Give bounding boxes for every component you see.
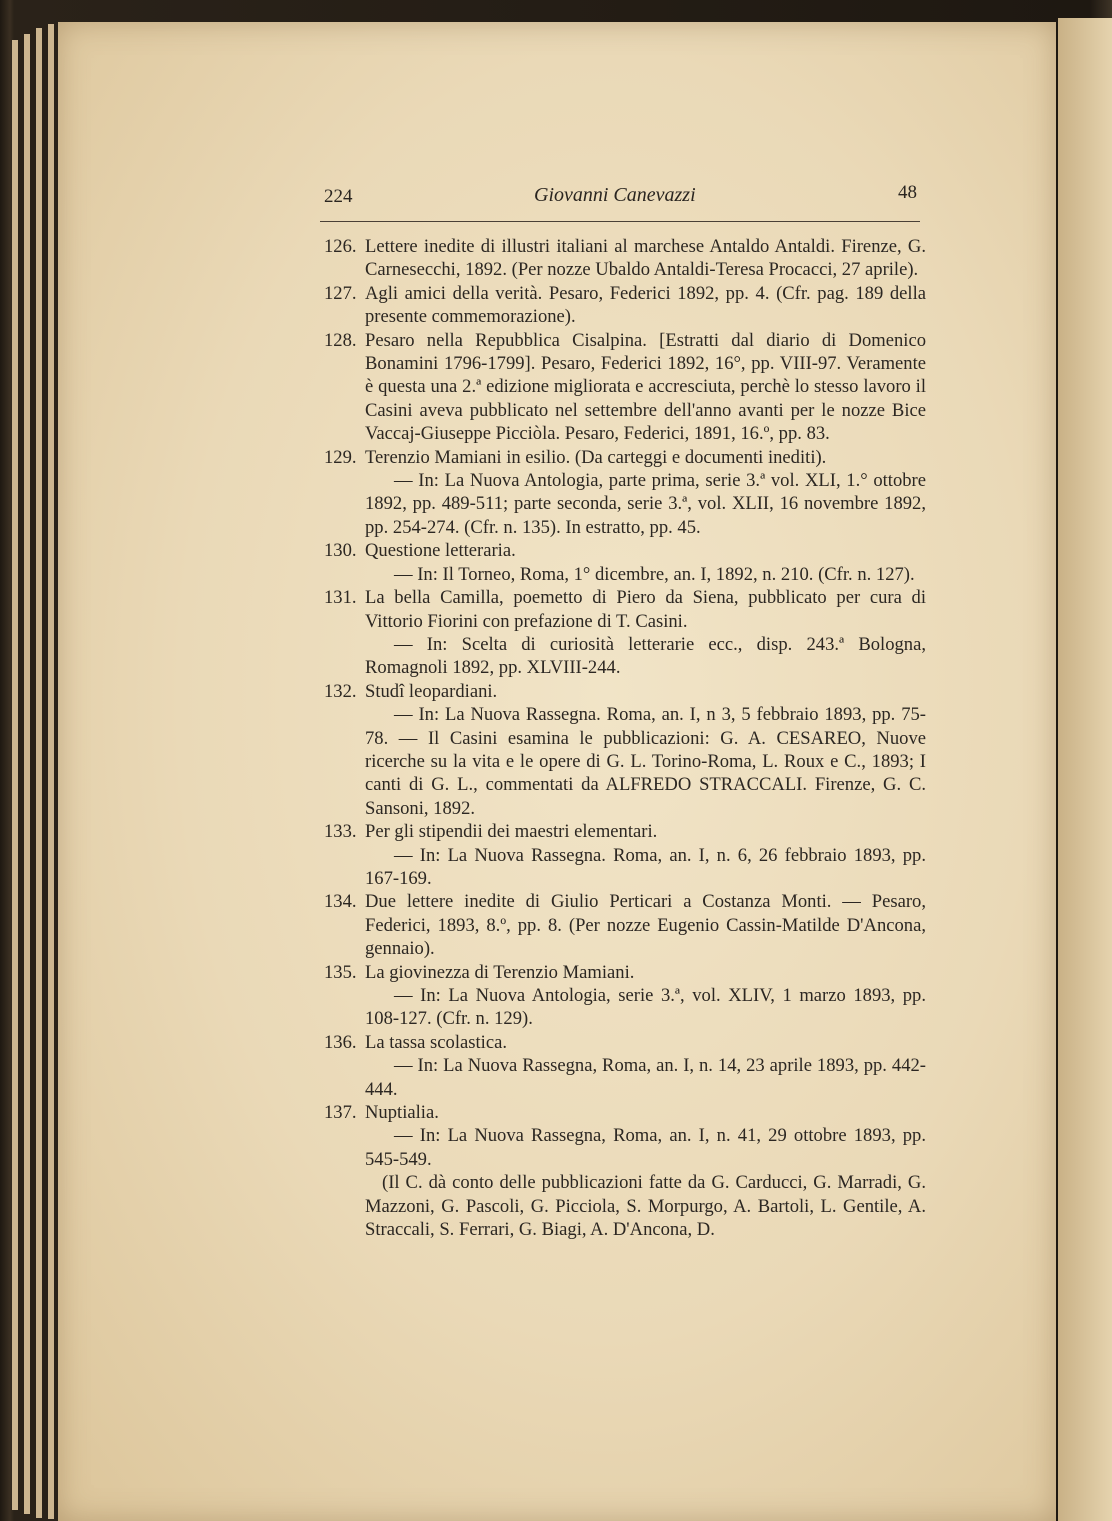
entry-title: Lettere inedite di illustri italiani al marchese Antaldo Antaldi. Firenze, G. Carnesecchi, 1892. (Per nozze Ubaldo Antaldi-Teresa Procacci, 27 aprile). bbox=[365, 236, 926, 281]
entry-detail: — In: Scelta di curiosità letterarie ecc., disp. 243.ª Bologna, Romagnoli 1892, pp. XLVIII-244. bbox=[365, 633, 926, 679]
entry-number: 136. bbox=[324, 1031, 357, 1053]
entry-title: Pesaro nella Repubblica Cisalpina. [Estratti dal diario di Domenico Bonamini 1796-1799]. Pesaro, Federici 1892, 16°, pp. VIII-97. Veramente è questa una 2.ª edizione migliorata e accresciuta, perchè lo stesso lavoro il Casini aveva pubblicato nel settembre dell'anno avanti per le nozze Bice Vaccaj-Giuseppe Picciòla. Pesaro, Federici, 1891, 16.º, pp. 83. bbox=[365, 329, 926, 445]
entry-title: La bella Camilla, poemetto di Piero da Siena, pubblicato per cura di Vittorio Fiorini con prefazione di T. Casini. bbox=[365, 587, 926, 632]
bibliography-entry bbox=[320, 446, 926, 540]
entry-number: 129. bbox=[324, 446, 357, 468]
entry-title: Per gli stipendii dei maestri elementari. bbox=[365, 821, 658, 843]
book-page bbox=[58, 22, 1056, 1521]
running-title: Giovanni Canevazzi bbox=[534, 184, 696, 206]
entry-detail: — In: La Nuova Rassegna. Roma, an. I, n 3, 5 febbraio 1893, pp. 75-78. — Il Casini esamina le pubblicazioni: G. A. CESAREO, Nuove ricerche su la vita e le opere di G. L. Torino-Roma, L. Roux e C., 1893; I canti di G. L., commentati da ALFREDO STRACCALI. Firenze, G. C. Sansoni, 1892. bbox=[365, 704, 926, 819]
entry-title: Due lettere inedite di Giulio Perticari a Costanza Monti. — Pesaro, Federici, 1893, 8.º, pp. 8. (Per nozze Eugenio Cassin-Matilde D'Ancona, gennaio). bbox=[365, 891, 926, 960]
entry-number: 131. bbox=[324, 587, 357, 609]
bibliography-entry bbox=[320, 539, 926, 586]
entry-title: Studî leopardiani. bbox=[365, 680, 498, 702]
entry-number: 137. bbox=[324, 1102, 357, 1124]
entry-title: Questione letteraria. bbox=[365, 540, 516, 562]
bibliography-entry bbox=[320, 329, 926, 446]
bibliography-entry bbox=[320, 961, 926, 1031]
page-edge bbox=[24, 34, 30, 1514]
page-header bbox=[58, 182, 1056, 212]
entry-title: Nuptialia. bbox=[365, 1102, 439, 1124]
entry-number: 126. bbox=[324, 236, 357, 257]
entry-number: 128. bbox=[324, 329, 357, 351]
entry-number: 127. bbox=[324, 282, 357, 304]
bibliography-entry bbox=[320, 820, 926, 890]
bibliography-entry bbox=[320, 1031, 926, 1101]
entry-number: 133. bbox=[324, 821, 357, 843]
sheet-number: 48 bbox=[898, 182, 917, 203]
page-edge bbox=[12, 40, 18, 1510]
bibliography-entry bbox=[320, 680, 926, 820]
bibliography-entry bbox=[320, 1101, 926, 1241]
page-edge bbox=[48, 24, 54, 1519]
entry-detail: — In: Il Torneo, Roma, 1° dicembre, an. I, 1892, n. 210. (Cfr. n. 127). bbox=[394, 563, 915, 585]
page-number: 224 bbox=[324, 186, 353, 207]
entry-detail: — In: La Nuova Rassegna. Roma, an. I, n. 6, 26 febbraio 1893, pp. 167-169. bbox=[365, 844, 926, 889]
bibliography-entry bbox=[320, 282, 926, 329]
entry-detail: — In: La Nuova Rassegna, Roma, an. I, n. 41, 29 ottobre 1893, pp. 545-549. bbox=[365, 1125, 926, 1170]
entry-number: 134. bbox=[324, 891, 357, 913]
bibliography-list bbox=[320, 235, 926, 1241]
entry-number: 135. bbox=[324, 961, 357, 983]
entry-number: 130. bbox=[324, 540, 357, 562]
bibliography-entry bbox=[320, 586, 926, 680]
page-edge bbox=[36, 28, 42, 1518]
entry-title: La tassa scolastica. bbox=[365, 1031, 507, 1053]
entry-detail: (Il C. dà conto delle pubblicazioni fatte da G. Carducci, G. Marradi, G. Mazzoni, G. Pascoli, G. Picciola, S. Morpurgo, A. Bartoli, L. Gentile, A. Straccali, S. Ferrari, G. Biagi, A. D'Ancona, D. bbox=[365, 1172, 926, 1241]
entry-title: Terenzio Mamiani in esilio. (Da carteggi e documenti inediti). bbox=[365, 446, 827, 468]
header-rule bbox=[320, 221, 920, 222]
entry-detail: — In: La Nuova Rassegna, Roma, an. I, n. 14, 23 aprile 1893, pp. 442-444. bbox=[365, 1055, 926, 1100]
entry-detail: — In: La Nuova Antologia, parte prima, serie 3.ª vol. XLI, 1.° ottobre 1892, pp. 489-511; parte seconda, serie 3.ª, vol. XLII, 16 novembre 1892, pp. 254-274. (Cfr. n. 135). In estratto, pp. 45. bbox=[365, 470, 926, 538]
entry-number: 132. bbox=[324, 680, 357, 702]
bibliography-entry bbox=[320, 890, 926, 960]
entry-title: Agli amici della verità. Pesaro, Federici 1892, pp. 4. (Cfr. pag. 189 della presente commemorazione). bbox=[365, 282, 926, 328]
adjacent-page-edge bbox=[1058, 18, 1112, 1521]
entry-title: La giovinezza di Terenzio Mamiani. bbox=[365, 961, 635, 983]
bibliography-entry bbox=[320, 235, 926, 282]
entry-detail: — In: La Nuova Antologia, serie 3.ª, vol. XLIV, 1 marzo 1893, pp. 108-127. (Cfr. n. 129). bbox=[365, 985, 926, 1030]
